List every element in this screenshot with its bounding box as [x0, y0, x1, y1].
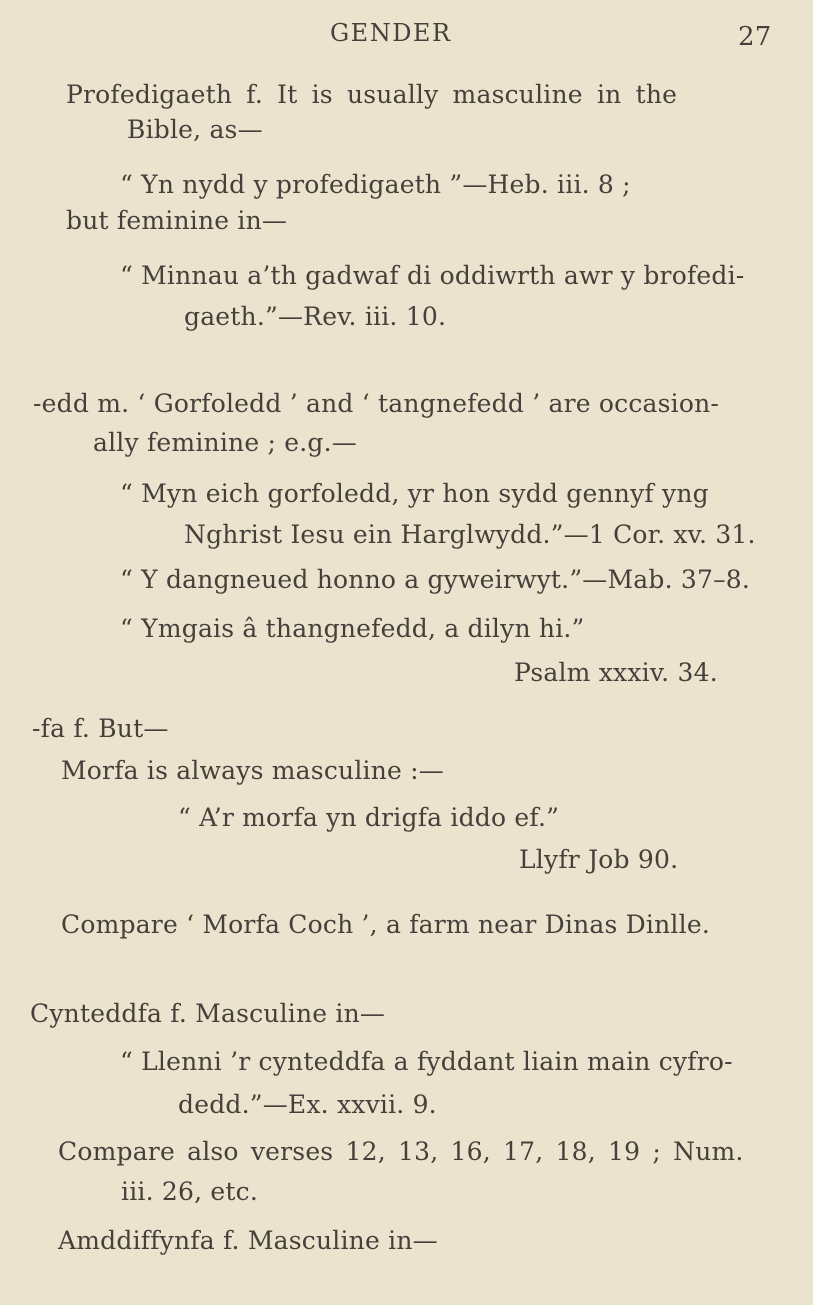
entry-profedigaeth-line1: Profedigaeth f. It is usually masculine in the [66, 80, 678, 109]
page-number: 27 [738, 22, 772, 52]
entry-profedigaeth-quote1: “ Yn nydd y profedigaeth ”—Heb. iii. 8 ; [120, 170, 631, 199]
running-head-title: GENDER [330, 19, 452, 47]
entry-edd-quote1-line1: “ Myn eich gorfoledd, yr hon sydd gennyf yng [120, 479, 709, 508]
entry-fa-line1: -fa f. But— [32, 714, 169, 743]
entry-profedigaeth-quote2-line1: “ Minnau a’th gadwaf di oddiwrth awr y brofedi- [120, 261, 745, 290]
entry-fa-quote1: “ A’r morfa yn drigfa iddo ef.” [178, 803, 560, 832]
entry-edd-line2: ally feminine ; e.g.— [93, 428, 357, 457]
entry-profedigaeth-quote2-line2: gaeth.”—Rev. iii. 10. [184, 302, 447, 331]
entry-cynteddfa-quote1-line2: dedd.”—Ex. xxvii. 9. [178, 1090, 437, 1119]
entry-profedigaeth-line2: Bible, as— [127, 115, 263, 144]
entry-cynteddfa-line1: Cynteddfa f. Masculine in— [30, 999, 386, 1028]
entry-edd-quote3-source: Psalm xxxiv. 34. [514, 658, 718, 687]
entry-cynteddfa-compare-line1: Compare also verses 12, 13, 16, 17, 18, 19 ; Num. [58, 1137, 744, 1166]
entry-fa-quote1-source: Llyfr Job 90. [519, 845, 679, 874]
entry-edd-line1: -edd m. ‘ Gorfoledd ’ and ‘ tangnefedd ’ are occasion- [33, 389, 720, 418]
entry-cynteddfa-compare-line2: iii. 26, etc. [121, 1177, 258, 1206]
entry-fa-line2: Morfa is always masculine :— [61, 756, 444, 785]
entry-amddiffynfa-line1: Amddiffynfa f. Masculine in— [58, 1226, 438, 1255]
entry-edd-quote2: “ Y dangneued honno a gyweirwyt.”—Mab. 37–8. [120, 565, 751, 594]
entry-cynteddfa-quote1-line1: “ Llenni ’r cynteddfa a fyddant liain main cyfro- [120, 1047, 733, 1076]
entry-edd-quote3: “ Ymgais â thangnefedd, a dilyn hi.” [120, 614, 585, 643]
entry-fa-compare: Compare ‘ Morfa Coch ’, a farm near Dinas Dinlle. [61, 910, 710, 939]
entry-profedigaeth-but: but feminine in— [66, 206, 288, 235]
entry-edd-quote1-line2: Nghrist Iesu ein Harglwydd.”—1 Cor. xv. 31. [184, 520, 756, 549]
